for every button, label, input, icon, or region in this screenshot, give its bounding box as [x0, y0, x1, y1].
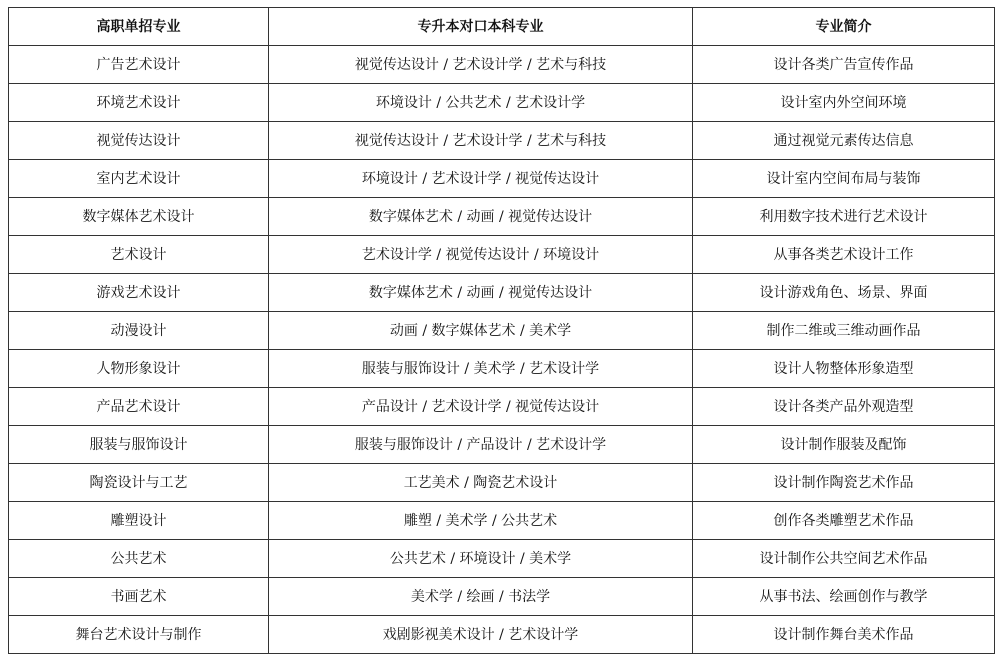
vocational-major-cell: 艺术设计 [9, 236, 269, 274]
table-row [9, 464, 995, 502]
table-row [9, 616, 995, 654]
table-row [9, 578, 995, 616]
vocational-major-cell: 数字媒体艺术设计 [9, 198, 269, 236]
undergraduate-major-cell: 公共艺术 / 环境设计 / 美术学 [269, 540, 693, 578]
table-row [9, 274, 995, 312]
undergraduate-major-cell: 视觉传达设计 / 艺术设计学 / 艺术与科技 [269, 46, 693, 84]
undergraduate-major-cell: 美术学 / 绘画 / 书法学 [269, 578, 693, 616]
undergraduate-major-cell: 工艺美术 / 陶瓷艺术设计 [269, 464, 693, 502]
description-cell: 设计游戏角色、场景、界面 [693, 274, 995, 312]
description-cell: 从事书法、绘画创作与教学 [693, 578, 995, 616]
undergraduate-major-cell: 动画 / 数字媒体艺术 / 美术学 [269, 312, 693, 350]
major-table-container [8, 7, 994, 654]
undergraduate-major-cell: 艺术设计学 / 视觉传达设计 / 环境设计 [269, 236, 693, 274]
table-row [9, 312, 995, 350]
undergraduate-major-cell: 服装与服饰设计 / 产品设计 / 艺术设计学 [269, 426, 693, 464]
vocational-major-cell: 雕塑设计 [9, 502, 269, 540]
undergraduate-major-cell: 环境设计 / 艺术设计学 / 视觉传达设计 [269, 160, 693, 198]
description-cell: 设计室内外空间环境 [693, 84, 995, 122]
vocational-major-cell: 书画艺术 [9, 578, 269, 616]
description-cell: 设计制作服装及配饰 [693, 426, 995, 464]
vocational-major-cell: 室内艺术设计 [9, 160, 269, 198]
table-row [9, 388, 995, 426]
undergraduate-major-cell: 视觉传达设计 / 艺术设计学 / 艺术与科技 [269, 122, 693, 160]
description-cell: 创作各类雕塑艺术作品 [693, 502, 995, 540]
vocational-major-cell: 产品艺术设计 [9, 388, 269, 426]
table-row [9, 236, 995, 274]
undergraduate-major-cell: 雕塑 / 美术学 / 公共艺术 [269, 502, 693, 540]
header-major-description: 专业简介 [693, 8, 995, 46]
description-cell: 设计各类产品外观造型 [693, 388, 995, 426]
vocational-major-cell: 人物形象设计 [9, 350, 269, 388]
table-row [9, 426, 995, 464]
vocational-major-cell: 公共艺术 [9, 540, 269, 578]
table-row [9, 122, 995, 160]
description-cell: 利用数字技术进行艺术设计 [693, 198, 995, 236]
header-vocational-major: 高职单招专业 [9, 8, 269, 46]
undergraduate-major-cell: 环境设计 / 公共艺术 / 艺术设计学 [269, 84, 693, 122]
undergraduate-major-cell: 数字媒体艺术 / 动画 / 视觉传达设计 [269, 198, 693, 236]
undergraduate-major-cell: 戏剧影视美术设计 / 艺术设计学 [269, 616, 693, 654]
undergraduate-major-cell: 数字媒体艺术 / 动画 / 视觉传达设计 [269, 274, 693, 312]
vocational-major-cell: 视觉传达设计 [9, 122, 269, 160]
table-row [9, 198, 995, 236]
description-cell: 设计制作陶瓷艺术作品 [693, 464, 995, 502]
table-header-row [9, 8, 995, 46]
table-row [9, 502, 995, 540]
table-row [9, 84, 995, 122]
vocational-major-cell: 服装与服饰设计 [9, 426, 269, 464]
description-cell: 制作二维或三维动画作品 [693, 312, 995, 350]
undergraduate-major-cell: 服装与服饰设计 / 美术学 / 艺术设计学 [269, 350, 693, 388]
vocational-major-cell: 环境艺术设计 [9, 84, 269, 122]
description-cell: 从事各类艺术设计工作 [693, 236, 995, 274]
description-cell: 通过视觉元素传达信息 [693, 122, 995, 160]
header-undergraduate-major: 专升本对口本科专业 [269, 8, 693, 46]
description-cell: 设计各类广告宣传作品 [693, 46, 995, 84]
vocational-major-cell: 广告艺术设计 [9, 46, 269, 84]
table-row [9, 160, 995, 198]
undergraduate-major-cell: 产品设计 / 艺术设计学 / 视觉传达设计 [269, 388, 693, 426]
description-cell: 设计制作公共空间艺术作品 [693, 540, 995, 578]
description-cell: 设计室内空间布局与装饰 [693, 160, 995, 198]
vocational-major-cell: 游戏艺术设计 [9, 274, 269, 312]
table-row [9, 46, 995, 84]
table-row [9, 540, 995, 578]
table-row [9, 350, 995, 388]
description-cell: 设计制作舞台美术作品 [693, 616, 995, 654]
description-cell: 设计人物整体形象造型 [693, 350, 995, 388]
vocational-major-cell: 动漫设计 [9, 312, 269, 350]
vocational-major-cell: 舞台艺术设计与制作 [9, 616, 269, 654]
major-mapping-table [8, 7, 995, 654]
vocational-major-cell: 陶瓷设计与工艺 [9, 464, 269, 502]
